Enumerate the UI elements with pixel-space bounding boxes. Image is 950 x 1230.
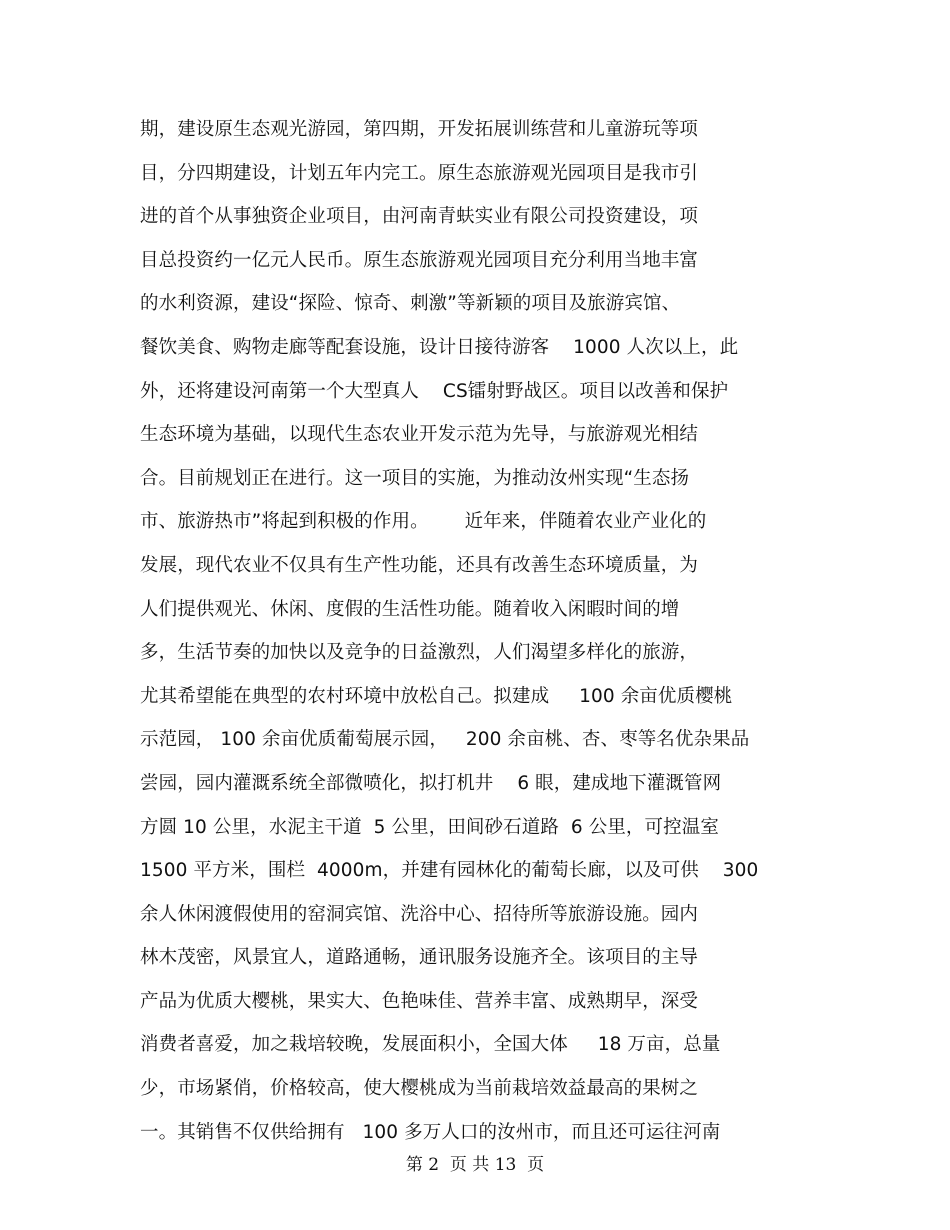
- text-line: 餐饮美食、购物走廊等配套设施，设计日接待游客 1000 人次以上，此: [140, 336, 739, 358]
- text-line: 示范园， 100 余亩优质葡萄展示园， 200 余亩桃、杏、枣等名优杂果品: [140, 729, 750, 751]
- text-line: 市、旅游热市”将起到积极的作用。 近年来，伴随着农业产业化的: [140, 511, 707, 533]
- text-line: 外，还将建设河南第一个大型真人 CS镭射野战区。项目以改善和保护: [140, 380, 729, 402]
- text-line: 人们提供观光、休闲、度假的生活性功能。随着收入闲暇时间的增: [140, 598, 680, 620]
- text-line: 期，建设原生态观光游园，第四期，开发拓展训练营和儿童游玩等项: [140, 119, 699, 140]
- text-line: 目总投资约一亿元人民币。原生态旅游观光园项目充分利用当地丰富: [140, 249, 699, 271]
- text-line: 尝园，园内灌溉系统全部微喷化，拟打机井 6 眼，建成地下灌溉管网: [140, 772, 722, 794]
- text-line: 多，生活节奏的加快以及竞争的日益激烈，人们渴望多样化的旅游，: [140, 642, 699, 664]
- page-number-footer: 第 2 页 共 13 页: [405, 1155, 545, 1175]
- text-line: 生态环境为基础，以现代生态农业开发示范为先导，与旅游观光相结: [140, 424, 699, 446]
- text-line: 方圆 10 公里，水泥主干道 5 公里，田间砂石道路 6 公里，可控温室: [140, 816, 719, 838]
- text-line: 消费者喜爱，加之栽培较晚，发展面积小，全国大体 18 万亩，总量: [140, 1034, 721, 1056]
- text-line: 的水利资源，建设“探险、惊奇、刺激”等新颖的项目及旅游宾馆、: [140, 293, 681, 315]
- text-line: 少，市场紧俏，价格较高，使大樱桃成为当前栽培效益最高的果树之: [140, 1078, 699, 1100]
- text-line: 产品为优质大樱桃，果实大、色艳味佳、营养丰富、成熟期早，深受: [140, 990, 699, 1012]
- text-line: 目，分四期建设，计划五年内完工。原生态旅游观光园项目是我市引: [140, 162, 699, 184]
- text-line: 林木茂密，风景宜人，道路通畅，通讯服务设施齐全。该项目的主导: [140, 947, 699, 969]
- text-line: 余人休闲渡假使用的窑洞宾馆、洗浴中心、招待所等旅游设施。园内: [140, 903, 699, 925]
- text-line: 一。其销售不仅供给拥有 100 多万人口的汝州市，而且还可运往河南: [140, 1121, 721, 1143]
- text-line: 1500 平方米，围栏 4000m，并建有园林化的葡萄长廊，以及可供 300: [140, 860, 759, 882]
- body-text: [140, 108, 820, 1154]
- text-line: 合。目前规划正在进行。这一项目的实施，为推动汝州实现“生态扬: [140, 467, 690, 489]
- text-line: 进的首个从事独资企业项目，由河南青蚨实业有限公司投资建设，项: [140, 206, 699, 228]
- text-line: 尤其希望能在典型的农村环境中放松自己。拟建成 100 余亩优质樱桃: [140, 685, 733, 707]
- text-line: 发展，现代农业不仅具有生产性功能，还具有改善生态环境质量，为: [140, 554, 699, 576]
